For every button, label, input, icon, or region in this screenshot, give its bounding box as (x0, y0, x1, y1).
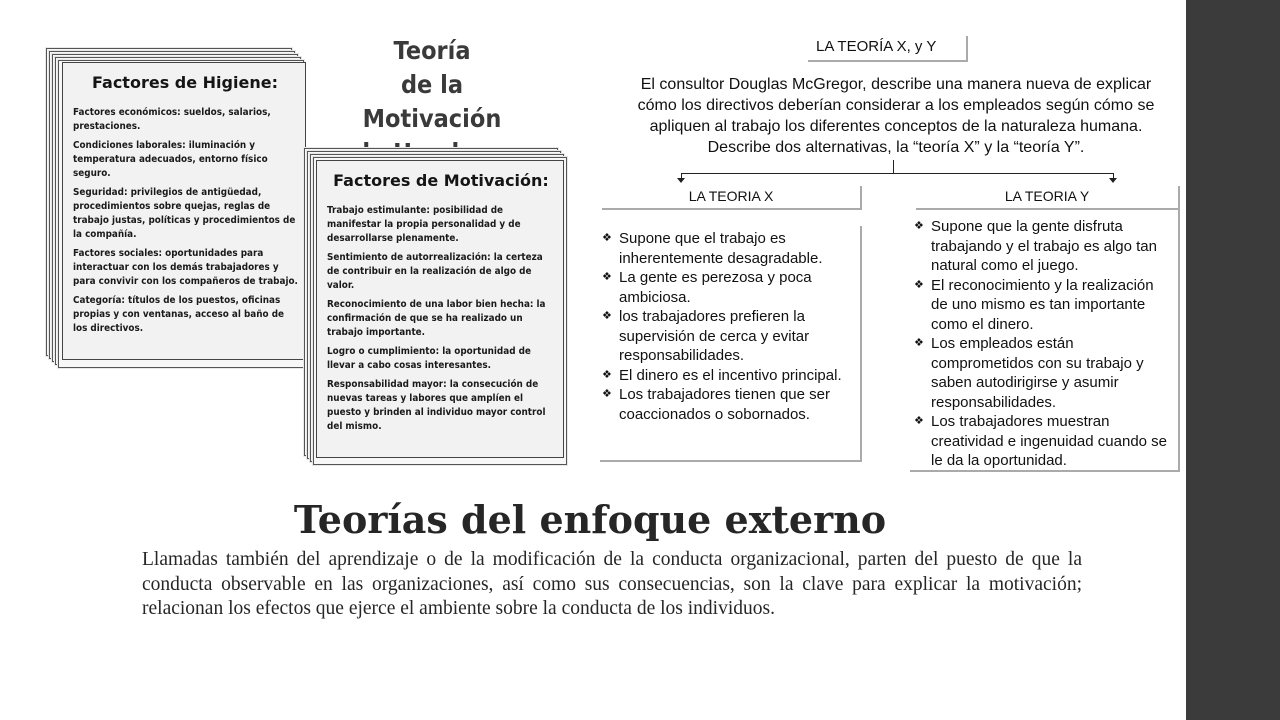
list-item: ❖ Los empleados están comprometidos con su trabajo y saben autodirigirse y asumir responsabilidades. (914, 335, 1144, 411)
section-body: Llamadas también del aprendizaje o de la modificación de la conducta organizacional, parten del puesto de que la conducta observable en las organizaciones, así como sus consecuencias, son la clave para explicar la motivación; relacionan los efectos que ejerce el ambiente sobre la conducta de los individuos. (142, 549, 1082, 619)
list-item: ❖ El dinero es el incentivo principal. (602, 366, 842, 384)
list-item: ❖ La gente es perezosa y poca ambiciosa. (602, 269, 812, 306)
motivation-item: Logro o cumplimiento: la oportunidad de llevar a cabo cosas interesantes. (327, 346, 531, 371)
list-item: ❖ los trabajadores prefieren la supervisión de cerca y evitar responsabilidades. (602, 308, 810, 364)
arrow-down-icon (1109, 178, 1117, 183)
list-item: ❖ El reconocimiento y la realización de uno mismo es tan importante como el dinero. (914, 276, 1154, 333)
theory-x-heading: LA TEORIA X (602, 186, 862, 210)
diamond-bullet-icon: ❖ (602, 388, 612, 400)
theory-y-heading: LA TEORIA Y (916, 186, 1180, 210)
motivation-card-title: Factores de Motivación: (333, 171, 549, 190)
diamond-bullet-icon: ❖ (914, 415, 924, 427)
motivation-item: Trabajo estimulante: posibilidad de manifestar la propia personalidad y de desarrollarse plenamente. (327, 205, 521, 244)
motivation-item: Reconocimiento de una labor bien hecha: la confirmación de que se ha realizado un trabajo importante. (327, 299, 546, 338)
hygiene-item: Factores económicos: sueldos, salarios, prestaciones. (73, 107, 271, 132)
diamond-bullet-icon: ❖ (914, 220, 924, 232)
diamond-bullet-icon: ❖ (602, 310, 612, 322)
slide-side-bar (1186, 0, 1280, 720)
diamond-bullet-icon: ❖ (602, 271, 612, 283)
diamond-bullet-icon: ❖ (914, 278, 924, 291)
theory-xy-title: LA TEORÍA X, y Y (808, 36, 968, 62)
list-item: ❖ Los trabajadores muestran creatividad e ingenuidad cuando se le da la oportunidad. (914, 413, 1168, 469)
herzberg-title: Teoría de la Motivación (362, 36, 502, 133)
branch-horizontal (681, 173, 1114, 174)
hygiene-item: Seguridad: privilegios de antigüedad, procedimientos sobre quejas, reglas de trabajo justas, políticas y procedimientos de la compañía. (73, 187, 296, 240)
diamond-bullet-icon: ❖ (914, 337, 924, 349)
motivation-item: Sentimiento de autorrealización: la certeza de contribuir en la realización de algo de valor. (327, 252, 543, 291)
diamond-bullet-icon: ❖ (602, 368, 612, 381)
hygiene-card-title: Factores de Higiene: (92, 73, 278, 92)
motivation-factors-card (316, 160, 564, 458)
hygiene-item: Factores sociales: oportunidades para interactuar con los demás trabajadores y para convivir con los compañeros de trabajo. (73, 248, 298, 287)
hygiene-item: Categoría: títulos de los puestos, oficinas propias y con ventanas, acceso al baño de los directivos. (73, 295, 285, 334)
diamond-bullet-icon: ❖ (602, 232, 612, 244)
arrow-down-icon (677, 178, 685, 183)
section-title: Teorías del enfoque externo (293, 497, 887, 542)
theory-xy-intro: El consultor Douglas McGregor, describe una manera nueva de explicar cómo los directivos deberían considerar a los empleados según cómo se apliquen al trabajo los diferentes conceptos de la naturaleza humana. Describe dos alternativas, la “teoría X” y la “teoría Y”. (637, 76, 1155, 156)
list-item: ❖ Supone que la gente disfruta trabajando y el trabajo es algo tan natural como el juego. (914, 218, 1157, 274)
list-item: ❖ Supone que el trabajo es inherentemente desagradable. (602, 230, 823, 267)
theory-y-list (910, 210, 1180, 472)
branch-stem (893, 160, 894, 174)
motivation-item: Responsabilidad mayor: la consecución de nuevas tareas y labores que amplíen el puesto y brinden al individuo mayor control del mismo. (327, 379, 546, 432)
theory-x-list (600, 226, 862, 462)
list-item: ❖ Los trabajadores tienen que ser coaccionados o sobornados. (602, 386, 830, 423)
hygiene-item: Condiciones laborales: iluminación y temperatura adecuados, entorno físico seguro. (73, 140, 268, 179)
hygiene-factors-card (62, 62, 306, 360)
